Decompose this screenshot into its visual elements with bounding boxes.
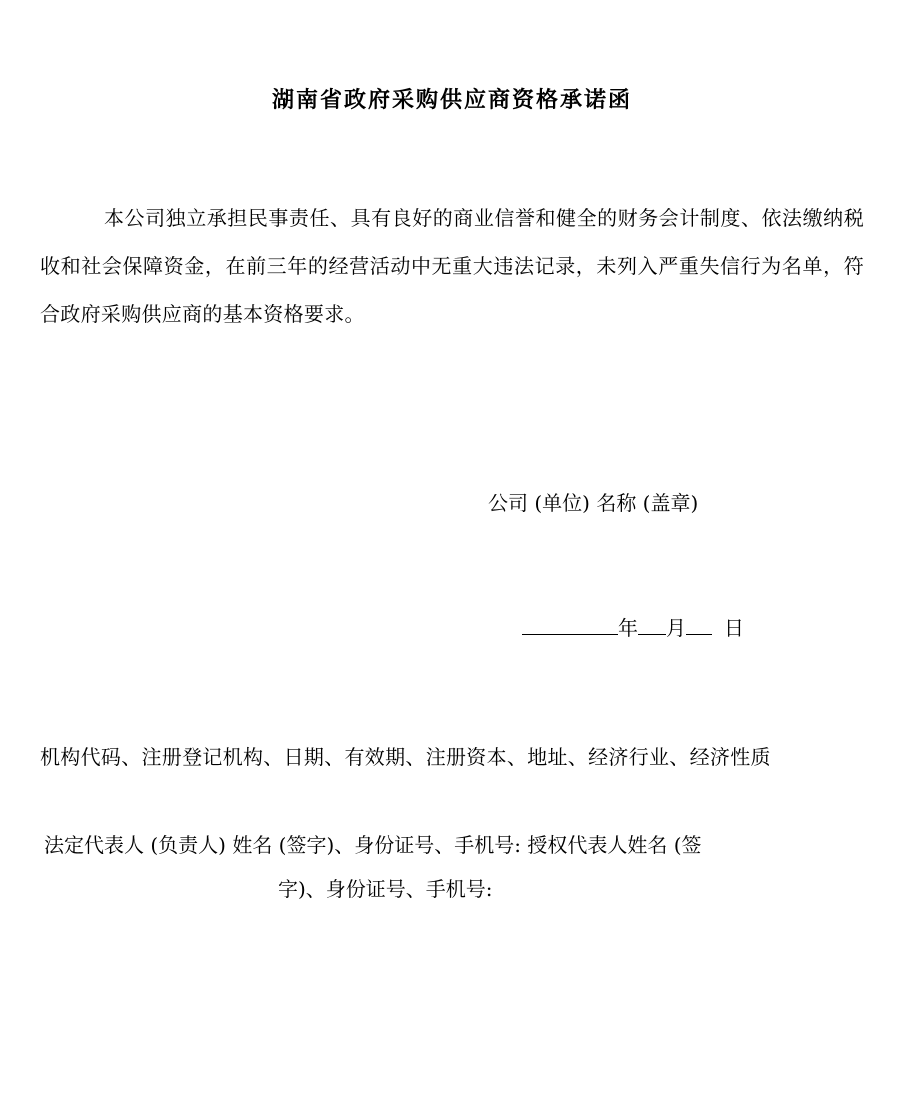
document-title: 湖南省政府采购供应商资格承诺函 — [271, 87, 632, 113]
year-blank — [522, 612, 618, 635]
year-label: 年 — [618, 616, 638, 640]
commitment-paragraph: 本公司独立承担民事责任、具有良好的商业信誉和健全的财务会计制度、依法缴纳税收和社会保障资金，在前三年的经营活动中无重大违法记录，未列入严重失信行为名单，符合政府采购供应商的基本资格要求。 — [40, 206, 864, 326]
registration-fields-line: 机构代码、注册登记机构、日期、有效期、注册资本、地址、经济行业、经济性质 — [40, 745, 771, 769]
month-blank — [638, 612, 666, 635]
day-blank — [686, 612, 712, 635]
date-line — [522, 612, 744, 643]
representative-line-2: 字)、身份证号、手机号: — [278, 877, 493, 901]
representative-line-1: 法定代表人 (负责人) 姓名 (签字)、身份证号、手机号: 授权代表人姓名 (签 — [44, 833, 702, 857]
month-label: 月 — [666, 616, 686, 640]
company-name-seal-label: 公司 (单位) 名称 (盖章) — [488, 491, 699, 515]
day-label: 日 — [724, 616, 744, 640]
